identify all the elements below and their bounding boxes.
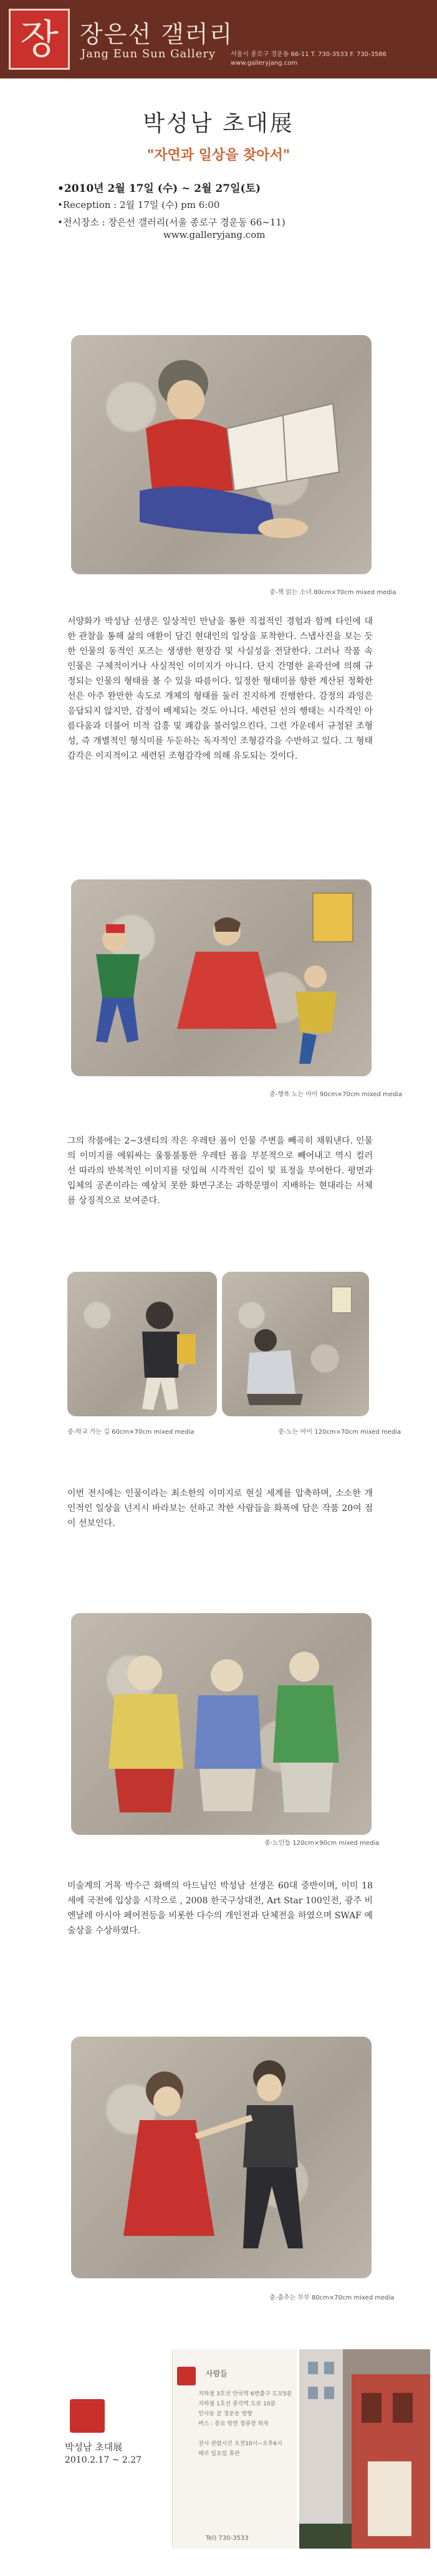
footer-exhibit-title: 박성남 초대展 [65, 2441, 123, 2453]
artwork-caption: 중-책 읽는 소녀 80cm×70cm mixed media [269, 589, 396, 596]
school-road-illustration [67, 1272, 217, 1416]
artwork-reading-girl [71, 335, 372, 574]
artwork-caption: 중-행복 노는 아이 90cm×70cm mixed media [269, 1091, 403, 1098]
artwork-dancing-couple [71, 2037, 372, 2278]
elders-illustration [71, 1613, 372, 1835]
artwork-playing-children [71, 879, 372, 1076]
directions-heading: 사람들 [206, 2369, 228, 2378]
paragraph-technique: 그의 작품에는 2~3센티의 작은 우레탄 폼이 인물 주변을 빼곡히 채워낸다. 인물의 이미지를 에워싸는 울퉁불퉁한 우레탄 폼을 부분적으로 빼어내고 역시 컬러 선 따라의 반복적인 이미지를 덧입혀 시각적인 깊이 및 표정을 부여한다. 평면과 입체의 공존이라는 예상치 못한 화면구조는 과학문명이 지배하는 현대라는 서체를 상징적으로 보여준다. [67, 1136, 373, 1206]
exhibition-dates: •2010년 2월 17일 (수) ~ 2월 27일(토) [57, 182, 261, 195]
directions-line: 인사동 끝 경운동 방향 [198, 2411, 252, 2417]
gallery-telephone: Tel) 730-3533 [206, 2535, 249, 2542]
gallery-name-korean: 장은선 갤러리 [80, 21, 234, 48]
reception-info: •Reception : 2월 17일 (수) pm 6:00 [57, 199, 220, 211]
venue-website[interactable]: www.galleryjang.com [163, 229, 266, 240]
directions-line: 지하철 1호선 종각역 도보 10분 [198, 2401, 276, 2407]
logo-glyph: 장 [20, 17, 59, 63]
directions-line: 버스 : 종로 방면 정류장 하차 [198, 2421, 269, 2427]
gallery-url[interactable]: www.galleryjang.com [231, 60, 298, 67]
dancing-couple-illustration [71, 2037, 372, 2278]
header-banner [0, 0, 437, 78]
footer-exhibit-dates: 2010.2.17 ~ 2.27 [65, 2455, 142, 2465]
paragraph-biography: 미술계의 거목 박수근 화백의 아드님인 박성남 선생은 60대 중반이며, 이미 18세에 국전에 입상을 시작으로 , 2008 한국구상대전, Art Star 100인전, 광주 비엔날레 아시아 페어전등을 비롯한 다수의 개인전과 단체전을 하였으며 SWAF 예술상을 수상하였다. [67, 1881, 373, 1936]
exhibition-title: 박성남 초대展 [143, 111, 294, 136]
artwork-caption: 중-춤추는 부부 80cm×70cm mixed media [269, 2294, 395, 2301]
building-photo-illustration [299, 2349, 430, 2549]
gallery-address: 서울시 종로구 경운동 66-11 T. 730-3533 F. 730-3586 [231, 51, 387, 58]
playing-children-illustration [71, 879, 372, 1076]
directions-line: 전시 관람시간 오전10시~오후6시 [198, 2441, 282, 2447]
artwork-caption: 중-노인들 120cm×90cm mixed media [264, 1840, 380, 1847]
gallery-name-english: Jang Eun Sun Gallery [81, 47, 216, 60]
paragraph-intro: 서양화가 박성남 선생은 일상적인 만남을 통한 직접적인 경험과 함께 타인에 대한 관찰을 통해 삶의 애환이 담긴 현대인의 일상을 포착한다. 스냅사진을 보는 듯한 인물의 동적인 포즈는 생생한 현장감 및 사실성을 전달한다. 그러나 작품 속 인물은 구체적이거나 사실적인 이미지가 아니다. 단지 간명한 윤곽선에 의해 규정되는 인물의 형태를 볼 수 있을 따름이다. 일정한 형태미를 향한 계산된 정확한 선은 아주 완만한 속도로 개체의 형태를 둘러 진지하게 진행한다. 감정의 과잉은 응답되지 않지만, 감정이 배제되는 것도 아니다. 세련된 선의 행태는 시각적인 아름다움과 더불어 미적 감흥 및 쾌감을 불러일으킨다. 그런 가운데서 규정된 조형성, 즉 개별적인 형식미를 두둔하는 독자적인 조형감각을 수반하고 있다. 그 형태감각은 이지적이고 세련된 조형감각에 의해 유도되는 것이다. [67, 617, 373, 761]
gallery-building-photo [299, 2349, 430, 2549]
directions-line: 지하철 3호선 안국역 6번출구 도보5분 [198, 2391, 292, 2397]
artwork-caption: 중-학교 가는 길 60cm×70cm mixed media [67, 1429, 194, 1436]
exhibition-subtitle: "자연과 일상을 찾아서" [146, 147, 291, 163]
directions-line: 매주 일요일 휴관 [198, 2451, 240, 2457]
artwork-elders [71, 1613, 372, 1835]
artwork-school-road [67, 1272, 217, 1416]
artwork-caption: 중-노는 아이 120cm×70cm mixed media [278, 1429, 401, 1436]
playing-child-illustration [222, 1272, 369, 1416]
artwork-playing-child [222, 1272, 369, 1416]
directions-stamp [177, 2367, 196, 2385]
paragraph-exhibition: 이번 전시에는 인물이라는 최소한의 이미지로 현실 세계를 압축하며, 소소한 개인적인 일상을 넌지시 바라보는 선하고 착한 사람들을 화폭에 담은 작품 20여 점이 선보인다. [67, 1489, 373, 1528]
gallery-logo [9, 9, 70, 70]
venue-info: •전시장소 : 장은선 갤러리(서울 종로구 경운동 66~11) [57, 217, 286, 228]
reading-girl-illustration [71, 335, 372, 574]
gallery-stamp [70, 2399, 105, 2433]
